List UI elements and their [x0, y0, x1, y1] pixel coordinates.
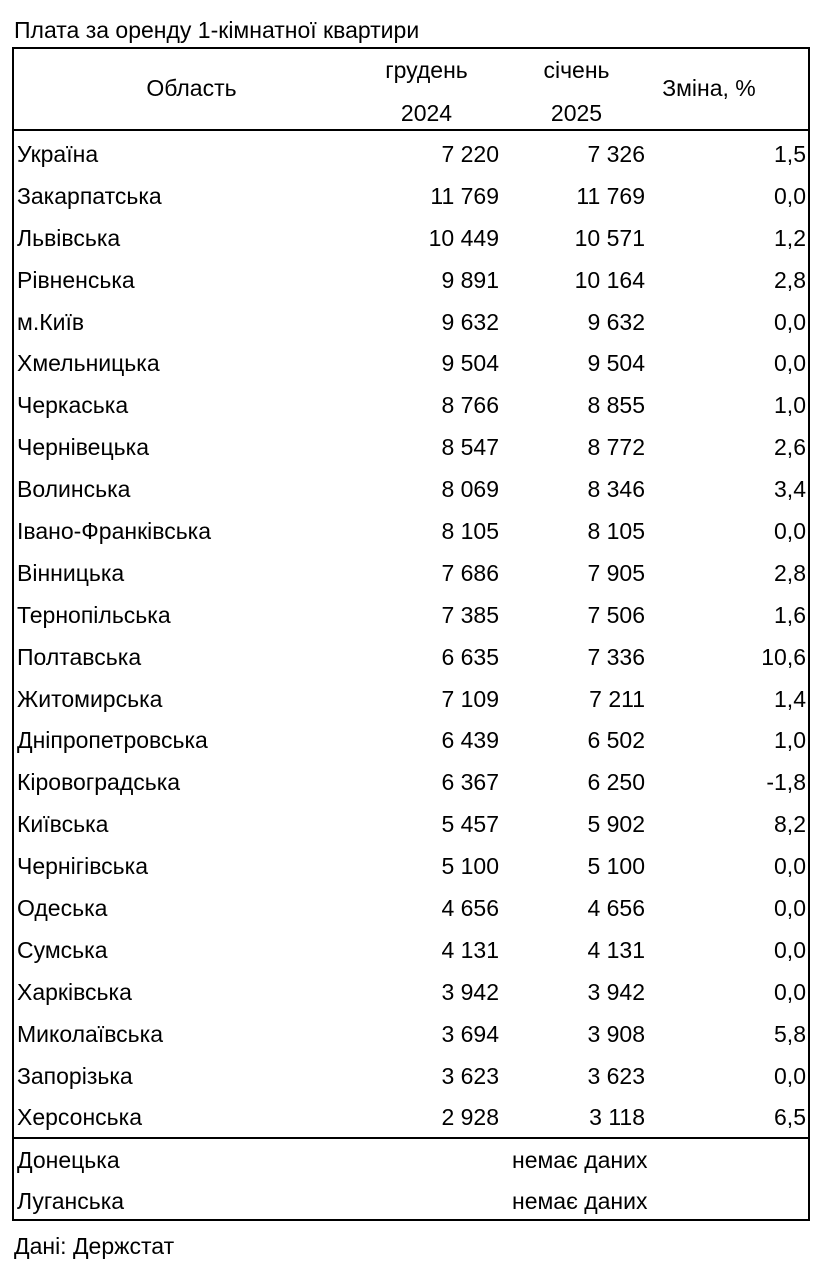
region-cell: Миколаївська: [17, 1020, 164, 1047]
region-cell: Запорізька: [17, 1062, 133, 1089]
region-cell: Рівненська: [17, 266, 135, 293]
december-value-cell: 11 769: [430, 182, 499, 209]
region-cell: Волинська: [17, 476, 131, 503]
table-row: [14, 384, 808, 426]
table-row: [14, 133, 808, 175]
december-value-cell: 3 694: [441, 1020, 499, 1047]
region-cell: Харківська: [17, 978, 132, 1005]
source-note: Дані: Держстат: [14, 1233, 175, 1259]
region-cell: м.Київ: [17, 308, 85, 335]
december-value-cell: 8 547: [441, 434, 499, 461]
region-cell: Івано-Франківська: [17, 518, 212, 545]
region-cell: Київська: [17, 811, 109, 838]
change-cell: 1,4: [774, 685, 806, 712]
january-value-cell: 7 905: [587, 559, 645, 586]
change-cell: 0,0: [774, 1062, 806, 1089]
change-cell: 10,6: [761, 643, 806, 670]
december-value-cell: 7 686: [441, 559, 499, 586]
table-row: [14, 552, 808, 594]
region-cell: Житомирська: [17, 685, 163, 712]
table-row: [14, 594, 808, 636]
change-cell: 0,0: [774, 350, 806, 377]
january-value-cell: 6 250: [587, 769, 645, 796]
january-value-cell: 7 326: [587, 141, 645, 167]
table-row: [14, 845, 808, 887]
change-cell: 8,2: [774, 811, 806, 838]
no-data-label: немає даних: [512, 1188, 648, 1214]
january-value-cell: 3 623: [587, 1062, 645, 1089]
december-value-cell: 6 439: [441, 727, 499, 754]
december-value-cell: 6 367: [441, 769, 499, 796]
january-value-cell: 9 632: [587, 308, 645, 335]
december-value-cell: 2 928: [441, 1104, 499, 1131]
january-value-cell: 10 164: [574, 266, 645, 293]
change-cell: 2,8: [774, 266, 806, 293]
no-data-section: [14, 1137, 808, 1221]
december-value-cell: 5 100: [441, 853, 499, 880]
table-row: [14, 1013, 808, 1055]
january-value-cell: 8 105: [587, 518, 645, 545]
region-cell: Чернівецька: [17, 434, 149, 461]
header-january-year: 2025: [550, 100, 603, 126]
no-data-label: немає даних: [512, 1147, 648, 1173]
change-cell: 0,0: [774, 518, 806, 545]
table-row: [14, 971, 808, 1013]
december-value-cell: 5 457: [441, 811, 499, 838]
january-value-cell: 8 772: [587, 434, 645, 461]
change-cell: 1,0: [774, 392, 806, 419]
table-row: [14, 426, 808, 468]
region-cell: Дніпропетровська: [17, 727, 208, 754]
change-cell: 0,0: [774, 853, 806, 880]
january-value-cell: 9 504: [587, 350, 645, 377]
change-cell: 3,4: [774, 476, 806, 503]
region-cell: Херсонська: [17, 1104, 143, 1131]
january-value-cell: 8 855: [587, 392, 645, 419]
january-value-cell: 11 769: [576, 182, 645, 209]
change-cell: 2,6: [774, 434, 806, 461]
header-december-month: грудень: [385, 57, 468, 83]
table-row: [14, 468, 808, 510]
change-cell: 5,8: [774, 1020, 806, 1047]
change-cell: 1,2: [774, 224, 806, 251]
region-cell: Кіровоградська: [17, 769, 181, 796]
january-value-cell: 3 908: [587, 1020, 645, 1047]
region-cell: Закарпатська: [17, 182, 162, 209]
region-cell: Вінницька: [17, 559, 125, 586]
region-cell: Україна: [17, 141, 99, 167]
change-cell: 1,5: [774, 141, 806, 167]
table-header: [14, 49, 808, 131]
january-value-cell: 8 346: [587, 476, 645, 503]
december-value-cell: 3 623: [441, 1062, 499, 1089]
december-value-cell: 4 131: [441, 936, 499, 963]
table-row: [14, 636, 808, 678]
december-value-cell: 9 632: [441, 308, 499, 335]
change-cell: 1,0: [774, 727, 806, 754]
january-value-cell: 7 336: [587, 643, 645, 670]
change-cell: -1,8: [766, 769, 806, 796]
region-cell: Сумська: [17, 936, 108, 963]
table-row: [14, 1055, 808, 1097]
table-title: Плата за оренду 1-кімнатної квартири: [14, 17, 420, 43]
region-cell: Тернопільська: [17, 601, 171, 628]
change-cell: 1,6: [774, 601, 806, 628]
change-cell: 0,0: [774, 936, 806, 963]
table-row: [14, 342, 808, 384]
no-data-row: [14, 1180, 808, 1221]
table-row: [14, 217, 808, 259]
change-cell: 0,0: [774, 308, 806, 335]
december-value-cell: 9 504: [441, 350, 499, 377]
january-value-cell: 10 571: [574, 224, 645, 251]
december-value-cell: 4 656: [441, 895, 499, 922]
january-value-cell: 5 902: [587, 811, 645, 838]
header-change: Зміна, %: [662, 75, 756, 101]
table-row: [14, 761, 808, 803]
header-december-year: 2024: [400, 100, 453, 126]
december-value-cell: 7 385: [441, 601, 499, 628]
january-value-cell: 4 131: [587, 936, 645, 963]
table-row: [14, 929, 808, 971]
table-row: [14, 719, 808, 761]
december-value-cell: 7 220: [441, 141, 499, 167]
region-cell: Донецька: [17, 1147, 120, 1173]
change-cell: 2,8: [774, 559, 806, 586]
december-value-cell: 8 766: [441, 392, 499, 419]
january-value-cell: 3 118: [589, 1104, 645, 1131]
table-row: [14, 510, 808, 552]
december-value-cell: 6 635: [441, 643, 499, 670]
december-value-cell: 9 891: [441, 266, 499, 293]
rent-table: [12, 47, 810, 1221]
change-cell: 6,5: [774, 1104, 806, 1131]
change-cell: 0,0: [774, 895, 806, 922]
region-cell: Львівська: [17, 224, 121, 251]
table-row: [14, 678, 808, 720]
table-row: [14, 1096, 808, 1138]
january-value-cell: 6 502: [587, 727, 645, 754]
header-january-month: січень: [543, 57, 610, 83]
header-region: Область: [146, 75, 237, 101]
january-value-cell: 7 211: [589, 685, 645, 712]
no-data-row: [14, 1139, 808, 1180]
december-value-cell: 7 109: [441, 685, 499, 712]
table-row: [14, 803, 808, 845]
december-value-cell: 3 942: [441, 978, 499, 1005]
table-body: [14, 133, 808, 1138]
table-row: [14, 301, 808, 343]
january-value-cell: 4 656: [587, 895, 645, 922]
january-value-cell: 3 942: [587, 978, 645, 1005]
region-cell: Чернігівська: [17, 853, 149, 880]
january-value-cell: 5 100: [587, 853, 645, 880]
january-value-cell: 7 506: [587, 601, 645, 628]
table-row: [14, 175, 808, 217]
december-value-cell: 10 449: [428, 224, 499, 251]
region-cell: Черкаська: [17, 392, 129, 419]
region-cell: Луганська: [17, 1188, 125, 1214]
december-value-cell: 8 105: [441, 518, 499, 545]
region-cell: Полтавська: [17, 643, 142, 670]
december-value-cell: 8 069: [441, 476, 499, 503]
change-cell: 0,0: [774, 978, 806, 1005]
table-row: [14, 259, 808, 301]
table-row: [14, 887, 808, 929]
change-cell: 0,0: [774, 182, 806, 209]
region-cell: Хмельницька: [17, 350, 160, 377]
region-cell: Одеська: [17, 895, 108, 922]
